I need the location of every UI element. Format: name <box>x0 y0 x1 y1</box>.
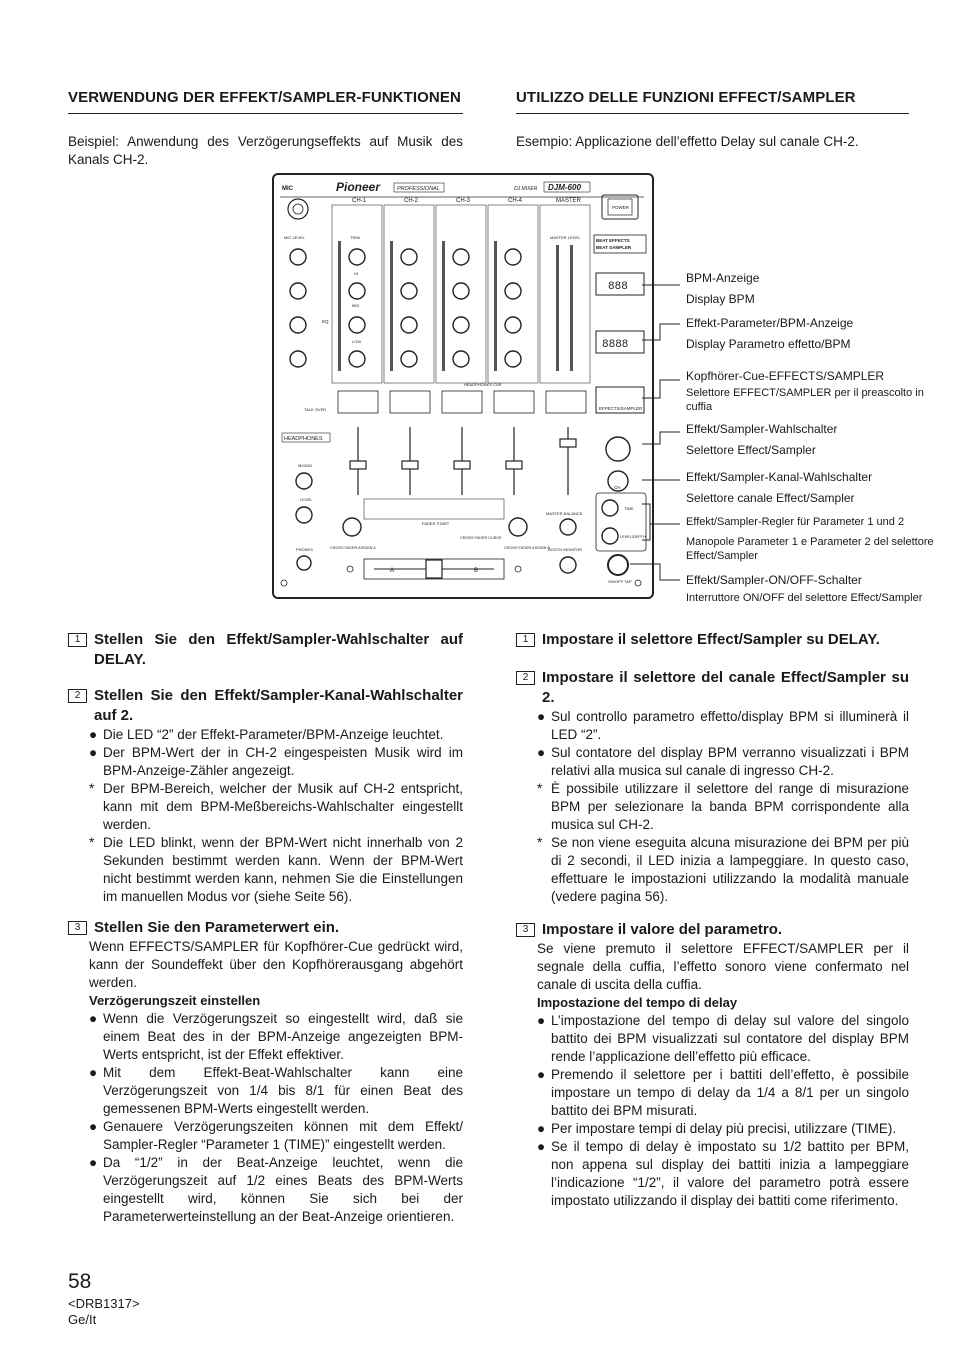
booth-monitor-knob <box>560 557 576 573</box>
callout-effect-selector <box>686 421 946 458</box>
step-3-list <box>89 1010 463 1226</box>
left-step-2 <box>68 686 463 906</box>
callout-bpm-display <box>686 270 946 307</box>
step-3-subheading: Verzögerungszeit einstellen <box>89 993 261 1008</box>
ch4-label: CH-4 <box>508 198 523 204</box>
step-title: Stellen Sie den Parameterwert ein. <box>94 919 340 936</box>
left-heading-rule <box>68 113 463 114</box>
mic-hi-knob <box>290 283 306 299</box>
talk-over-label: TALK OVER <box>304 407 327 412</box>
brand-logo: Pioneer <box>336 180 381 194</box>
list-item: ● Der BPM-Wert der in CH-2 eingespeisten Musik wird im BPM-Anzeige-Zähler angezeigt. <box>89 745 463 778</box>
param2-knob <box>602 528 618 544</box>
mixer-panel <box>272 173 654 599</box>
ch1-low-knob <box>349 351 365 367</box>
master-label: MASTER <box>556 198 582 204</box>
headphones-label: HEADPHONES <box>284 436 323 442</box>
ch1-trim-knob <box>349 249 365 265</box>
step-number: 1 <box>68 633 87 647</box>
ch4-mid-knob <box>505 317 521 333</box>
mic-level-label: MIC LEVEL <box>284 235 305 240</box>
step-number: 1 <box>516 633 535 647</box>
list-item: ● Mit dem Effekt-Beat-Wahlschalter kann eine Verzögerungszeit von 1/4 bis 8/1 für einen Beat des gemessenen BPM-Werts eingestellt werden. <box>89 1065 463 1116</box>
phones-jack <box>297 556 311 570</box>
mic-label: MIC <box>282 186 293 192</box>
ch2-trim-knob <box>401 249 417 265</box>
ch-selector-label: CH <box>614 485 621 490</box>
ch3-mid-knob <box>453 317 469 333</box>
mic-mid-knob <box>290 317 306 333</box>
time-label: TIME <box>624 506 634 511</box>
callout-channel-selector <box>686 469 946 506</box>
list-item: * Die LED blinkt, wenn der BPM-Wert nicht innerhalb von 2 Sekunden bestimmt werden kann. Wenn der BPM-Wert nicht bestimmt werden kann, nehmen Sie die Einstellungen im manuellen Modus vor (siehe Seite 56). <box>89 835 463 904</box>
list-item: ● Wenn die Verzögerungszeit so eingestellt wird, daß sie einem Beat des in der BPM-Anzeige angezeigten BPM-Werts entspricht, ist der Effekt effektiver. <box>89 1011 463 1062</box>
callout-it: Display Parametro effetto/BPM <box>686 337 851 351</box>
callout-it: Selettore canale Effect/Sampler <box>686 491 855 505</box>
master-balance-knob <box>560 519 576 535</box>
mic-connector <box>288 199 308 219</box>
left-step-1 <box>68 630 463 670</box>
on-off-label: ON/OFF TAP <box>608 579 632 584</box>
list-item: ● Sul contatore del display BPM verranno visualizzati i BPM relativi alla musica sul canale di ingresso CH-2. <box>537 745 909 778</box>
right-step-2 <box>516 668 909 906</box>
model-label: DJ MIXER <box>514 186 538 192</box>
beat-sampler-label: BEAT SAMPLER <box>596 245 632 250</box>
power-label: POWER <box>612 205 630 210</box>
callout-de: Effekt/Sampler-Regler für Parameter 1 und 2 <box>686 516 905 528</box>
callout-de: Effekt/Sampler-Kanal-Wahlschalter <box>686 470 873 484</box>
step-3-list <box>537 1012 909 1210</box>
step-2-list <box>89 726 463 906</box>
list-item: ● Premendo il selettore per i battiti dell’effetto, è possibile impostare un tempo di delay da 1/4 a 8/1 per un singolo battito dei BPM misurati. <box>537 1067 909 1118</box>
callout-it: Selettore EFFECT/SAMPLER per il preascolto in cuffia <box>686 387 924 413</box>
page-number: 58 <box>68 1270 92 1293</box>
step-title: Stellen Sie den Effekt/Sampler-Wahlschalter auf DELAY. <box>94 631 463 668</box>
step-title: Impostare il valore del parametro. <box>542 921 783 938</box>
step-3-paragraph: Wenn EFFECTS/SAMPLER für Kopfhörer-Cue gedrückt wird, kann der Soundeffekt über den Kopfhörerausgang abgehört werden. <box>89 939 463 990</box>
cross-fader-assign-a-label: CROSS FADER ASSIGN A <box>330 546 376 550</box>
ch3-trim-knob <box>453 249 469 265</box>
cross-fader-assign-a-knob <box>343 518 361 536</box>
trim-label: TRIM <box>350 235 360 240</box>
callout-de: Effekt/Sampler-ON/OFF-Schalter <box>686 573 862 587</box>
mid-label: MID <box>352 303 360 308</box>
headphones-cue-label: HEADPHONES CUE <box>464 382 502 387</box>
low-label: LOW <box>352 339 362 344</box>
eq-label: EQ <box>322 319 329 324</box>
callout-param-knobs <box>686 515 946 563</box>
fader-start-label: FADER START <box>422 521 450 526</box>
mixing-label: MIXING <box>298 463 313 468</box>
list-item: ● Sul controllo parametro effetto/display BPM si illuminerà il LED “2”. <box>537 709 909 742</box>
step-2-list <box>537 708 909 906</box>
ch2-label: CH-2 <box>404 198 419 204</box>
left-step-3 <box>68 918 463 1226</box>
step-number: 3 <box>68 921 87 935</box>
cross-fader-curve-label: CROSS FADER CURVE <box>460 536 502 540</box>
doc-lang: Ge/It <box>68 1312 97 1327</box>
callout-de: Kopfhörer-Cue-EFFECTS/SAMPLER <box>686 369 885 383</box>
param1-knob <box>602 500 618 516</box>
callout-de: Effekt-Parameter/BPM-Anzeige <box>686 316 854 330</box>
ch1-mid-knob <box>349 317 365 333</box>
ch1-label: CH-1 <box>352 198 367 204</box>
effect-selector-knob <box>606 437 630 461</box>
beat-effects-label: BEAT EFFECTS <box>596 238 630 243</box>
callout-param-display <box>686 315 946 352</box>
list-item: ● Per impostare tempi di delay più precisi, utilizzare (TIME). <box>537 1121 897 1136</box>
callout-it: Interruttore ON/OFF del selettore Effect/Sampler <box>686 592 923 604</box>
on-off-button <box>608 555 628 575</box>
step-title: Stellen Sie den Effekt/Sampler-Kanal-Wahlschalter auf 2. <box>94 687 463 724</box>
list-item: ● Se il tempo di delay è impostato su 1/2 battito per BPM, non appena sul display dei battiti inizia a lampeggiare l’indicazione “1/2”, il valore del parametro potrà essere impostato utilizzando il display dei battiti come riferimento. <box>537 1139 909 1208</box>
booth-monitor-label: BOOTH MONITOR <box>548 547 583 552</box>
ch4-low-knob <box>505 351 521 367</box>
list-item: ● Genauere Verzögerungszeiten können mit dem Effekt/ Sampler-Regler “Parameter 1 (TIME)” eingestellt werden. <box>89 1119 463 1152</box>
model: DJM-600 <box>548 183 581 192</box>
ch2-hi-knob <box>401 283 417 299</box>
right-column <box>516 630 909 1220</box>
ch1-hi-knob <box>349 283 365 299</box>
list-item: * È possibile utilizzare il selettore del range di misurazione BPM per selezionare la banda BPM corrispondente alla musica sul CH-2. <box>537 781 909 832</box>
fader-a-label: A <box>390 568 395 574</box>
list-item: * Se non viene eseguita alcuna misurazione dei BPM per più di 2 secondi, il LED inizia a lampeggiare. In questo caso, effettuare le impostazioni utilizzando la modalità manuale (vedere pagina 56). <box>537 835 909 904</box>
master-balance-label: MASTER BALANCE <box>546 511 583 516</box>
cross-fader-assign-b-label: CROSS FADER ASSIGN B <box>504 546 550 550</box>
callout-it: Manopole Parameter 1 e Parameter 2 del selettore Effect/Sampler <box>686 536 934 562</box>
list-item: ● Da “1/2” in der Beat-Anzeige leuchtet, wenn die Verzögerungszeit auf 1/2 eines Beats des BPM-Werts eingestellt wird, können Sie sich bei der Parameterwerteinstellung an der Beat-Anzeige orientieren. <box>89 1155 463 1224</box>
right-step-1 <box>516 630 909 650</box>
step-3-subheading: Impostazione del tempo di delay <box>537 995 738 1010</box>
ch4-trim-knob <box>505 249 521 265</box>
bpm-digits: 888 <box>608 281 628 293</box>
left-intro: Beispiel: Anwendung des Verzögerungseffekts auf Musik des Kanals CH-2. <box>68 134 463 167</box>
step-title: Impostare il selettore del canale Effect/Sampler su 2. <box>542 669 909 706</box>
mic-low-knob <box>290 351 306 367</box>
list-item: ● L’impostazione del tempo di delay sul valore del singolo battito dei BPM visualizzati sul contatore del display BPM rende l’applicazione dell’effetto più efficace. <box>537 1013 909 1064</box>
callout-it: Selettore Effect/Sampler <box>686 443 816 457</box>
hi-label: HI <box>354 271 358 276</box>
right-heading: UTILIZZO DELLE FUNZIONI EFFECT/SAMPLER <box>516 89 856 106</box>
param-digits: 8888 <box>602 339 629 351</box>
mixing-knob <box>296 473 312 489</box>
callout-on-off <box>686 572 946 605</box>
master-level-label: MASTER LEVEL <box>550 235 581 240</box>
level-label: LEVEL <box>300 497 313 502</box>
ch3-label: CH-3 <box>456 198 471 204</box>
ch2-mid-knob <box>401 317 417 333</box>
ch3-low-knob <box>453 351 469 367</box>
step-3-paragraph: Se viene premuto il selettore EFFECT/SAMPLER per il segnale della cuffia, l’effetto sonoro viene confermato nel canale di uscita della cuffia. <box>537 941 909 992</box>
step-number: 3 <box>516 923 535 937</box>
fader-b-label: B <box>474 568 479 574</box>
ch4-hi-knob <box>505 283 521 299</box>
hp-level-knob <box>296 507 312 523</box>
step-title: Impostare il selettore Effect/Sampler su DELAY. <box>542 631 880 648</box>
brand-sub: PROFESSIONAL <box>397 186 440 192</box>
mic-level-knob <box>290 249 306 265</box>
mixer-panel-drawing <box>274 175 652 597</box>
ch3-hi-knob <box>453 283 469 299</box>
callout-de: Effekt/Sampler-Wahlschalter <box>686 422 838 436</box>
list-item: * Der BPM-Bereich, welcher der Musik auf CH-2 entspricht, kann mit dem BPM-Meßbereichs-Wahlschalter eingestellt werden. <box>89 781 463 832</box>
cross-fader-assign-b-knob <box>509 518 527 536</box>
step-number: 2 <box>68 689 87 703</box>
document-code <box>68 1296 140 1328</box>
left-column <box>68 630 463 1236</box>
phones-label: PHONES <box>296 547 313 552</box>
right-heading-rule <box>516 113 909 114</box>
right-intro: Esempio: Applicazione dell’effetto Delay sul canale CH-2. <box>516 134 859 149</box>
effects-sampler-label: EFFECTS/SAMPLER <box>599 406 643 411</box>
left-heading: VERWENDUNG DER EFFEKT/SAMPLER-FUNKTIONEN <box>68 89 461 106</box>
ch2-low-knob <box>401 351 417 367</box>
step-number: 2 <box>516 671 535 685</box>
callout-headphone-cue <box>686 368 946 414</box>
list-item: ● Die LED “2” der Effekt-Parameter/BPM-Anzeige leuchtet. <box>89 727 444 742</box>
right-step-3 <box>516 920 909 1210</box>
callout-it: Display BPM <box>686 292 755 306</box>
cross-fader-knob <box>426 560 442 578</box>
level-depth-label: LEVEL/DEPTH <box>620 535 646 539</box>
callout-de: BPM-Anzeige <box>686 271 760 285</box>
doc-code: <DRB1317> <box>68 1296 140 1311</box>
